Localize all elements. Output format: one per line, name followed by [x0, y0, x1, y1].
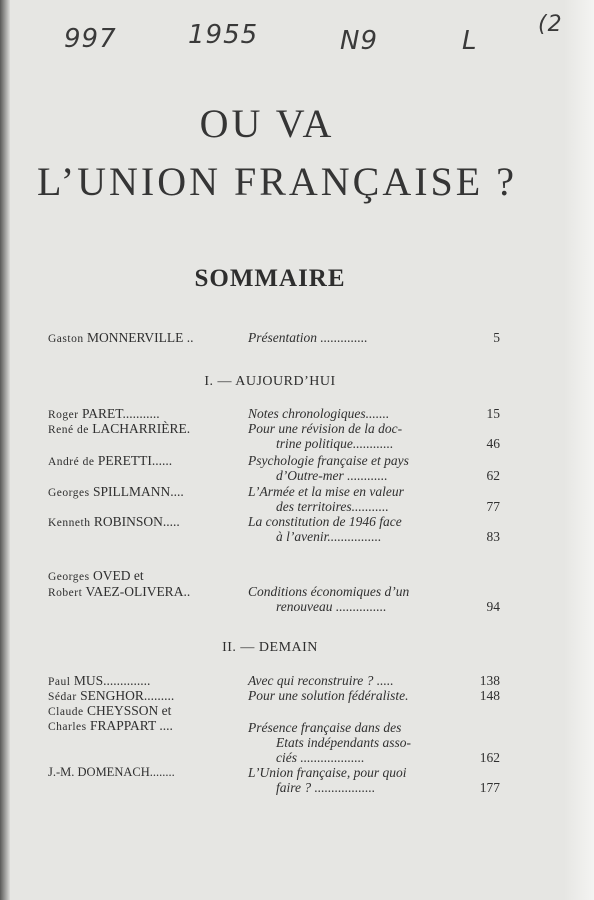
author-first-name: Kenneth — [48, 517, 91, 529]
toc-author — [48, 514, 180, 530]
toc-page-number: 138 — [479, 673, 500, 688]
toc-entry-continuation: trine politique............ — [276, 436, 394, 451]
toc-author — [48, 703, 171, 719]
toc-author — [48, 568, 144, 584]
toc-author — [48, 484, 184, 500]
author-first-name: Robert — [48, 587, 83, 599]
author-first-name: Paul — [48, 676, 71, 688]
author-first-name: Sédar — [48, 691, 77, 703]
author-last-name: SPILLMANN.... — [93, 484, 184, 499]
toc-page-number: 62 — [486, 468, 500, 483]
toc-author — [48, 453, 172, 469]
toc-entry-title: L’Union française, pour quoi — [248, 765, 407, 780]
toc-page-number: 94 — [486, 599, 500, 614]
author-first-name: Gaston — [48, 333, 84, 345]
toc-author — [48, 673, 150, 689]
toc-author — [48, 406, 160, 422]
toc-entry-title: Psychologie française et pays — [248, 453, 409, 468]
author-first-name: Georges — [48, 571, 90, 583]
author-last-name: SENGHOR......... — [80, 688, 175, 703]
toc-entry-continuation: faire ? .................. — [276, 780, 376, 795]
toc-entry-continuation: des territoires........... — [276, 499, 389, 514]
handwritten-year: 1955 — [188, 20, 259, 50]
toc-entry-title: Conditions économiques d’un — [248, 584, 410, 599]
author-conjunction: et — [133, 568, 144, 583]
handwritten-issue: N9 — [340, 26, 378, 56]
toc-author: J.-M. DOMENACH........ — [48, 765, 175, 779]
toc-page-number: 177 — [479, 780, 500, 795]
toc-entry-continuation: à l’avenir................ — [276, 529, 382, 544]
toc-entry-title: Présence française dans des — [248, 720, 402, 735]
toc-page-number: 77 — [486, 499, 500, 514]
author-last-name: CHEYSSON — [86, 703, 159, 718]
section-heading-demain: II. — DEMAIN — [222, 640, 318, 655]
author-last-name: MONNERVILLE .. — [86, 330, 194, 345]
toc-entry-continuation: ciés ................... — [276, 750, 365, 765]
title-line-1: OU VA — [199, 101, 335, 146]
toc-page-number: 5 — [493, 330, 500, 345]
toc-entry-continuation: Etats indépendants asso- — [276, 735, 411, 750]
toc-entry-title: L’Armée et la mise en valeur — [248, 484, 404, 499]
author-conjunction: et — [161, 703, 172, 718]
handwritten-number: 997 — [64, 24, 117, 54]
sommaire-heading: SOMMAIRE — [194, 265, 346, 292]
toc-author — [48, 330, 194, 346]
toc-page-number: 83 — [486, 529, 500, 544]
author-first-name: Charles — [48, 721, 87, 733]
author-first-name: André de — [48, 456, 95, 468]
author-last-name: FRAPPART .... — [90, 718, 173, 733]
toc-entry-continuation: renouveau ............... — [276, 599, 387, 614]
toc-entry-title: Avec qui reconstruire ? ..... — [248, 673, 394, 688]
toc-page-number: 46 — [486, 436, 500, 451]
author-first-name: René de — [48, 424, 89, 436]
toc-entry-title: Présentation .............. — [248, 330, 368, 345]
page-edge — [564, 0, 594, 900]
handwritten-letter: L — [462, 26, 478, 56]
toc-page-number: 148 — [479, 688, 500, 703]
author-last-name: PARET........... — [81, 406, 160, 421]
toc-entry-continuation: d’Outre-mer ............ — [276, 468, 388, 483]
section-heading-aujourdhui: I. — AUJOURD’HUI — [204, 374, 336, 389]
title-line-2: L’UNION FRANÇAISE ? — [37, 159, 517, 204]
handwritten-mark: (2 — [538, 12, 563, 37]
toc-author — [48, 421, 190, 437]
toc-page-number: 15 — [486, 406, 500, 421]
author-last-name: MUS.............. — [73, 673, 151, 688]
toc-entry-title: La constitution de 1946 face — [248, 514, 402, 529]
author-last-name: PERETTI...... — [97, 453, 173, 468]
toc-author — [48, 584, 190, 600]
toc-author — [48, 718, 173, 734]
toc-author — [48, 688, 174, 704]
toc-page-number: 162 — [479, 750, 500, 765]
toc-entry-title: Pour une solution fédéraliste. — [248, 688, 409, 703]
author-first-name: Georges — [48, 487, 90, 499]
author-last-name: LACHARRIÈRE. — [92, 421, 191, 436]
author-first-name: Claude — [48, 706, 84, 718]
toc-entry-title: Notes chronologiques....... — [248, 406, 390, 421]
toc-entry-title: Pour une révision de la doc- — [248, 421, 403, 436]
author-last-name: OVED — [93, 568, 131, 583]
author-last-name: VAEZ-OLIVERA.. — [85, 584, 191, 599]
author-last-name: ROBINSON..... — [93, 514, 180, 529]
author-first-name: Roger — [48, 409, 79, 421]
